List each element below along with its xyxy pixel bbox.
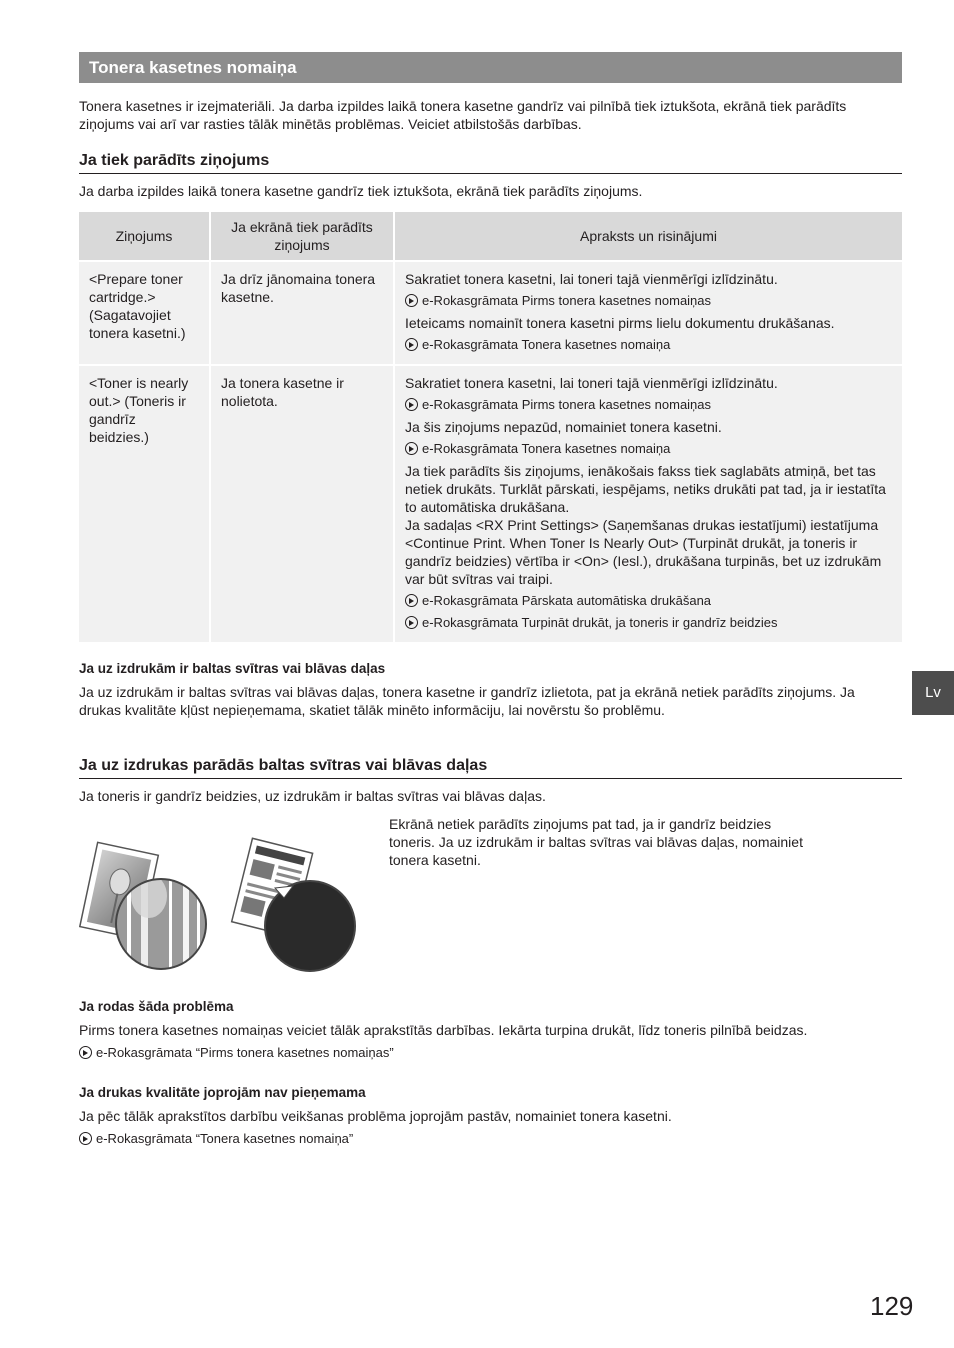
figure-caption: Ekrānā netiek parādīts ziņojums pat tad, ja ir gandrīz beidzies toneris. Ja uz izdrukām ir baltas svītras vai blāvas daļas, nomainiet tonera kasetni.	[389, 816, 803, 868]
description-text: Sakratiet tonera kasetni, lai toneri tajā vienmērīgi izlīdzinātu.	[405, 375, 778, 391]
table-row	[79, 261, 902, 365]
streaks-section-lead: Ja toneris ir gandrīz beidzies, uz izdrukām ir baltas svītras vai blāvas daļas.	[79, 788, 546, 804]
reference-label: e-Rokasgrāmata Pirms tonera kasetnes nomaiņas	[422, 293, 712, 308]
message-cell: <Toner is nearly out.> (Toneris ir gandrīz beidzies.)	[79, 365, 210, 642]
description-text: Ieteicams nomainīt tonera kasetni pirms lielu dokumentu drukāšanas.	[405, 315, 835, 331]
problem-heading: Ja rodas šāda problēma	[79, 999, 234, 1014]
reference-label: e-Rokasgrāmata Pārskata automātiska drukāšana	[422, 593, 712, 608]
when-cell: Ja drīz jānomaina tonera kasetne.	[210, 261, 394, 365]
manual-reference-link[interactable]	[405, 396, 892, 413]
reference-label: e-Rokasgrāmata Pirms tonera kasetnes nomaiņas	[422, 397, 712, 412]
arrow-right-circle-icon	[79, 1132, 92, 1145]
streaks-note-heading: Ja uz izdrukām ir baltas svītras vai blāvas daļas	[79, 661, 386, 676]
when-cell: Ja tonera kasetne ir nolietota.	[210, 365, 394, 642]
description-text: Ja šis ziņojums nepazūd, nomainiet tonera kasetni.	[405, 419, 722, 435]
arrow-right-circle-icon	[405, 594, 418, 607]
manual-reference-link[interactable]	[405, 440, 892, 457]
description-text: Ja sadaļas <RX Print Settings> (Saņemšanas drukas iestatījumi) iestatījuma <Continue Print. When Toner Is Nearly Out> (Turpināt drukāt, ja toneris ir gandrīz beidzies) vērtība ir <On> (Iesl.), drukāšana turpinās, bet uz izdrukām var būt svītras vai traipi.	[405, 517, 882, 587]
reference-label: e-Rokasgrāmata “Tonera kasetnes nomaiņa”	[96, 1131, 354, 1146]
page-number: 129	[870, 1291, 914, 1321]
section-title: Tonera kasetnes nomaiņa	[79, 52, 902, 83]
description-cell	[394, 261, 902, 365]
arrow-right-circle-icon	[405, 398, 418, 411]
table-header-row	[79, 212, 902, 261]
description-text: Ja tiek parādīts šis ziņojums, ienākošais fakss tiek saglabāts atmiņā, bet tas netiek drukāts. Turklāt pārskati, iespējams, netiks drukāti pat tad, ja ir iestatīta to automātiska drukāšana.	[405, 463, 886, 515]
reference-label: e-Rokasgrāmata Tonera kasetnes nomaiņa	[422, 337, 671, 352]
quality-text: Ja pēc tālāk aprakstītos darbību veikšanas problēma joprojām pastāv, nomainiet tonera kasetni.	[79, 1108, 672, 1124]
reference-label: e-Rokasgrāmata “Pirms tonera kasetnes nomaiņas”	[96, 1045, 394, 1060]
manual-reference-link[interactable]	[405, 292, 892, 309]
reference-label: e-Rokasgrāmata Turpināt drukāt, ja toneris ir gandrīz beidzies	[422, 615, 778, 630]
manual-reference-link[interactable]	[405, 336, 892, 353]
manual-reference-link[interactable]	[405, 592, 892, 609]
print-samples-illustration	[79, 836, 369, 976]
manual-reference-link[interactable]	[79, 1130, 353, 1147]
streaks-section-heading: Ja uz izdrukas parādās baltas svītras vai blāvas daļas	[79, 756, 902, 779]
arrow-right-circle-icon	[405, 338, 418, 351]
manual-reference-link[interactable]	[79, 1044, 394, 1061]
streaks-illustration	[79, 836, 369, 980]
manual-reference-link[interactable]	[405, 614, 892, 631]
column-header: Ziņojums	[79, 212, 210, 261]
arrow-right-circle-icon	[405, 442, 418, 455]
arrow-right-circle-icon	[405, 616, 418, 629]
problem-text: Pirms tonera kasetnes nomaiņas veiciet tālāk aprakstītās darbības. Iekārta turpina drukāt, līdz toneris pilnībā beidzas.	[79, 1022, 808, 1038]
quality-heading: Ja drukas kvalitāte joprojām nav pieņemama	[79, 1085, 366, 1100]
intro-paragraph: Tonera kasetnes ir izejmateriāli. Ja darba izpildes laikā tonera kasetne gandrīz vai pilnībā tiek iztukšota, ekrānā tiek parādīts ziņojums vai arī var rasties tālāk minētās problēmas. Veiciet atbilstošās darbības.	[79, 98, 847, 132]
message-table	[79, 212, 902, 642]
description-cell	[394, 365, 902, 642]
arrow-right-circle-icon	[405, 294, 418, 307]
table-row	[79, 365, 902, 642]
language-tab: Lv	[912, 671, 954, 715]
message-cell: <Prepare toner cartridge.> (Sagatavojiet tonera kasetni.)	[79, 261, 210, 365]
column-header: Ja ekrānā tiek parādīts ziņojums	[210, 212, 394, 261]
column-header: Apraksts un risinājumi	[394, 212, 902, 261]
arrow-right-circle-icon	[79, 1046, 92, 1059]
reference-label: e-Rokasgrāmata Tonera kasetnes nomaiņa	[422, 441, 671, 456]
message-section-lead: Ja darba izpildes laikā tonera kasetne gandrīz tiek iztukšota, ekrānā tiek parādīts ziņojums.	[79, 183, 643, 199]
streaks-note-text: Ja uz izdrukām ir baltas svītras vai blāvas daļas, tonera kasetne ir gandrīz izlietota, pat ja ekrānā netiek parādīts ziņojums. Ja drukas kvalitāte kļūst nepieņemama, skatiet tālāk minēto informāciju, lai novērstu šo problēmu.	[79, 684, 855, 718]
description-text: Sakratiet tonera kasetni, lai toneri tajā vienmērīgi izlīdzinātu.	[405, 271, 778, 287]
message-section-heading: Ja tiek parādīts ziņojums	[79, 151, 902, 174]
